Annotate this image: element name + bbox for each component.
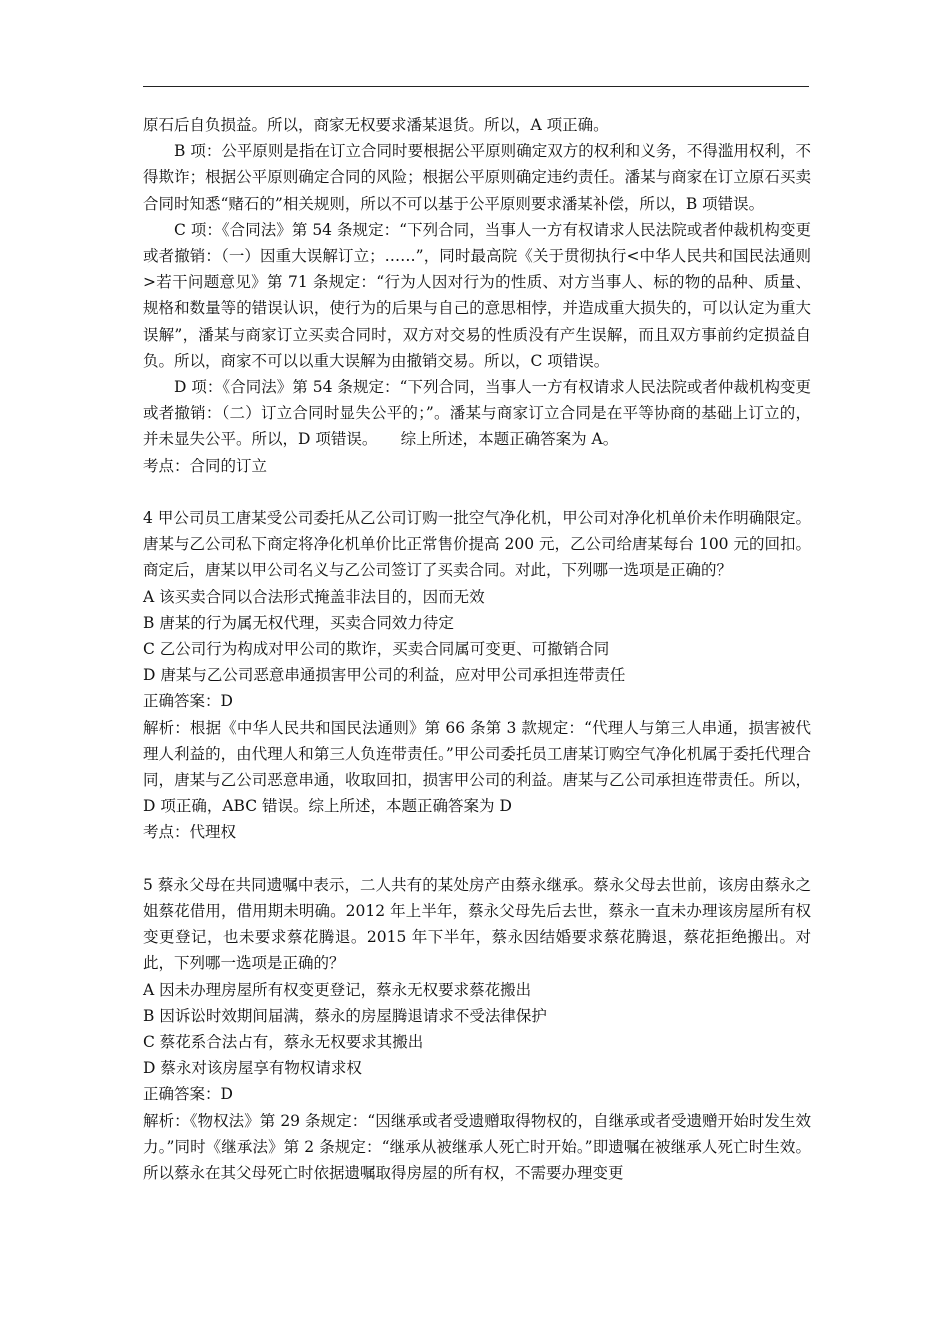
question-4-analysis: 解析：根据《中华人民共和国民法通则》第 66 条第 3 款规定：“代理人与第三人串通，损害被代理人利益的，由代理人和第三人负连带责任。”甲公司委托员工唐某订购空气净化机属于委托代理合同，唐某与乙公司恶意串通，收取回扣，损害甲公司的利益。唐某与乙公司承担连带责任。所以，D 项正确，ABC 错误。综上所述，本题正确答案为 D (143, 718, 811, 816)
question-4-option-a: A 该买卖合同以合法形式掩盖非法目的，因而无效 (143, 587, 485, 606)
paragraph-option-c-explanation: C 项：《合同法》第 54 条规定：“下列合同，当事人一方有权请求人民法院或者仲裁机构变更或者撤销：（一）因重大误解订立；……”，同时最高院《关于贯彻执行<中华人民共和国民法通则>若干问题意见》第 71 条规定：“行为人因对行为的性质、对方当事人、标的物的品种、质量、规格和数量等的错误认识，使行为的后果与自己的意思相悖，并造成重大损失的，可以认定为重大误解”，潘某与商家订立买卖合同时，双方对交易的性质没有产生误解，而且双方事前约定损益自负。所以，商家不可以以重大误解为由撤销交易。所以，C 项错误。 (143, 220, 811, 370)
kaodian-1: 考点：合同的订立 (143, 456, 268, 475)
spacer (143, 846, 811, 872)
spacer (143, 479, 811, 505)
header-rule (143, 86, 809, 87)
document-body (143, 112, 811, 1186)
paragraph-option-d-explanation: D 项：《合同法》第 54 条规定：“下列合同，当事人一方有权请求人民法院或者仲裁机构变更或者撤销：（二）订立合同时显失公平的；”。潘某与商家订立合同是在平等协商的基础上订立的，并未显失公平。所以，D 项错误。 综上所述，本题正确答案为 A。 (143, 378, 811, 449)
question-5-analysis: 解析：《物权法》第 29 条规定：“因继承或者受遗赠取得物权的，自继承或者受遗赠开始时发生效力。”同时《继承法》第 2 条规定：“继承从被继承人死亡时开始。”即遗嘱在被继承人死亡时生效。所以蔡永在其父母死亡时依据遗嘱取得房屋的所有权，不需要办理变更 (143, 1111, 811, 1183)
paragraph-option-b-explanation: B 项：公平原则是指在订立合同时要根据公平原则确定双方的权利和义务，不得滥用权利，不得欺诈；根据公平原则确定合同的风险；根据公平原则确定违约责任。潘某与商家在订立原石买卖合同时知悉“赌石的”相关规则，所以不可以基于公平原则要求潘某补偿，所以，B 项错误。 (143, 142, 811, 213)
question-4-answer: 正确答案：D (143, 692, 233, 711)
question-5-stem: 5 蔡永父母在共同遗嘱中表示，二人共有的某处房产由蔡永继承。蔡永父母去世前，该房由蔡永之姐蔡花借用，借用期未明确。2012 年上半年，蔡永父母先后去世，蔡永一直未办理该房屋所有权变更登记，也未要求蔡花腾退。2015 年下半年，蔡永因结婚要求蔡花腾退，蔡花拒绝搬出。对此，下列哪一选项是正确的？ (143, 875, 811, 973)
question-4-kaodian: 考点：代理权 (143, 823, 237, 842)
question-4-option-d: D 唐某与乙公司恶意串通损害甲公司的利益，应对甲公司承担连带责任 (143, 666, 626, 685)
question-5-option-a: A 因未办理房屋所有权变更登记，蔡永无权要求蔡花搬出 (143, 980, 532, 999)
question-5-option-d: D 蔡永对该房屋享有物权请求权 (143, 1059, 362, 1078)
paragraph-a-conclusion: 原石后自负损益。所以，商家无权要求潘某退货。所以，A 项正确。 (143, 116, 609, 134)
question-4-option-c: C 乙公司行为构成对甲公司的欺诈，买卖合同属可变更、可撤销合同 (143, 640, 610, 659)
question-4-option-b: B 唐某的行为属无权代理，买卖合同效力待定 (143, 613, 454, 632)
question-5-option-b: B 因诉讼时效期间届满，蔡永的房屋腾退请求不受法律保护 (143, 1006, 547, 1025)
question-5-option-c: C 蔡花系合法占有，蔡永无权要求其搬出 (143, 1033, 424, 1052)
question-5-answer: 正确答案：D (143, 1085, 233, 1104)
question-4-stem: 4 甲公司员工唐某受公司委托从乙公司订购一批空气净化机，甲公司对净化机单价未作明确限定。唐某与乙公司私下商定将净化机单价比正常售价提高 200 元，乙公司给唐某每台 100 元的回扣。商定后，唐某以甲公司名义与乙公司签订了买卖合同。对此，下列哪一选项是正确的？ (143, 509, 811, 580)
